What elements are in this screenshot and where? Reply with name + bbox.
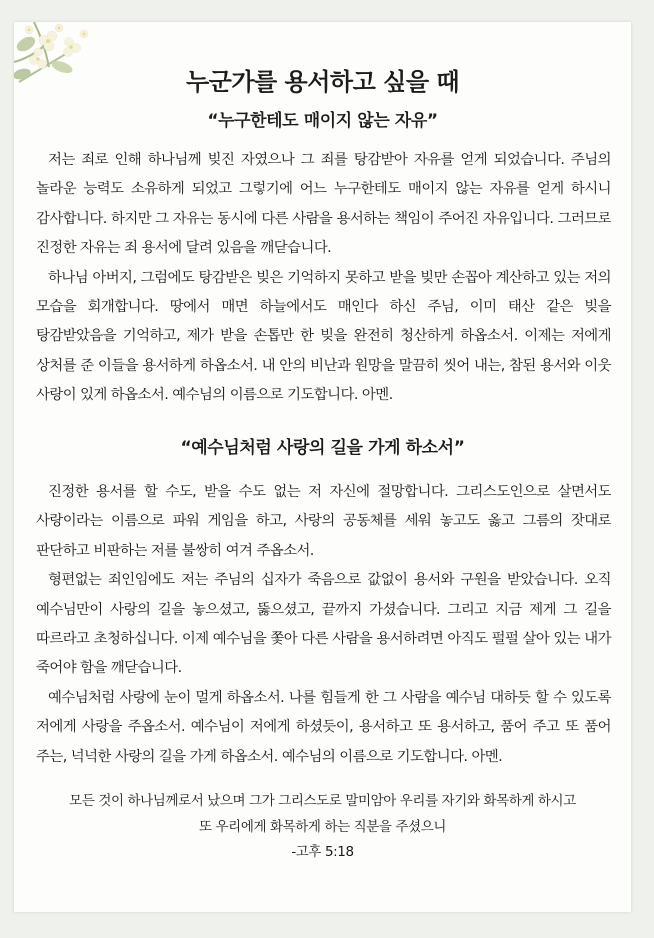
verse-line: 또 우리에게 화목하게 하는 직분을 주셨으니: [199, 818, 446, 835]
section2-paragraph: 진정한 용서를 할 수도, 받을 수도 없는 저 자신에 절망합니다. 그리스도인으로 살면서도 사랑이라는 이름으로 파워 게임을 하고, 사랑의 공동체를 세워 놓고도 옳고 그름의 잣대로 판단하고 비판하는 저를 불쌍히 여겨 주옵소서.: [36, 484, 611, 559]
section2-body: [36, 478, 611, 772]
document-page: [14, 22, 631, 912]
bible-verse: [14, 789, 631, 866]
section1-heading: “누구한테도 매이지 않는 자유”: [207, 111, 438, 131]
section2-paragraph: 형편없는 죄인임에도 저는 주님의 십자가 죽음으로 값없이 용서와 구원을 받았습니다. 오직 예수님만이 사랑의 길을 놓으셨고, 뚫으셨고, 끝까지 가셨습니다. 그리고 지금 제게 그 길을 따르라고 초청하십니다. 이제 예수님을 쫓아 다른 사람을 용서하려면 아직도 펄펄 살아 있는 내가 죽어야 함을 깨닫습니다.: [36, 572, 611, 677]
section1-paragraph: 저는 죄로 인해 하나님께 빚진 자였으나 그 죄를 탕감받아 자유를 얻게 되었습니다. 주님의 놀라운 능력도 소유하게 되었고 그렇기에 어느 누구한테도 매이지 않는 자유를 얻게 하시니 감사합니다. 하지만 그 자유는 동시에 다른 사람을 용서하는 책임이 주어진 자유입니다. 그러므로 진정한 자유는 죄 용서에 달려 있음을 깨닫습니다.: [36, 152, 611, 257]
verse-line: 모든 것이 하나님께로서 났으며 그가 그리스도로 말미암아 우리를 자기와 화목하게 하시고: [69, 793, 576, 809]
section2-heading: “예수님처럼 사랑의 길을 가게 하소서”: [180, 438, 465, 458]
section1-body: [36, 146, 611, 411]
page-title: 누군가를 용서하고 싶을 때: [185, 68, 460, 96]
section1-paragraph: 하나님 아버지, 그럼에도 탕감받은 빚은 기억하지 못하고 받을 빚만 손꼽아 계산하고 있는 저의 모습을 회개합니다. 땅에서 매면 하늘에서도 매인다 하신 주님, 이미 태산 같은 빚을 탕감받았음을 기억하고, 제가 받을 손톱만 한 빚을 완전히 청산하게 하옵소서. 이제는 저에게 상처를 준 이들을 용서하게 하옵소서. 내 안의 비난과 원망을 말끔히 씻어 내는, 참된 용서와 이웃 사랑이 있게 하옵소서. 예수님의 이름으로 기도합니다. 아멘.: [36, 269, 611, 404]
section2-paragraph: 예수님처럼 사랑에 눈이 멀게 하옵소서. 나를 힘들게 한 그 사람을 예수님 대하듯 할 수 있도록 저에게 사랑을 주옵소서. 예수님이 저에게 하셨듯이, 용서하고 또 용서하고, 품어 주고 또 품어 주는, 넉넉한 사랑의 길을 가게 하옵소서. 예수님의 이름으로 기도합니다. 아멘.: [36, 689, 611, 765]
verse-reference: -고후 5:18: [291, 844, 354, 860]
